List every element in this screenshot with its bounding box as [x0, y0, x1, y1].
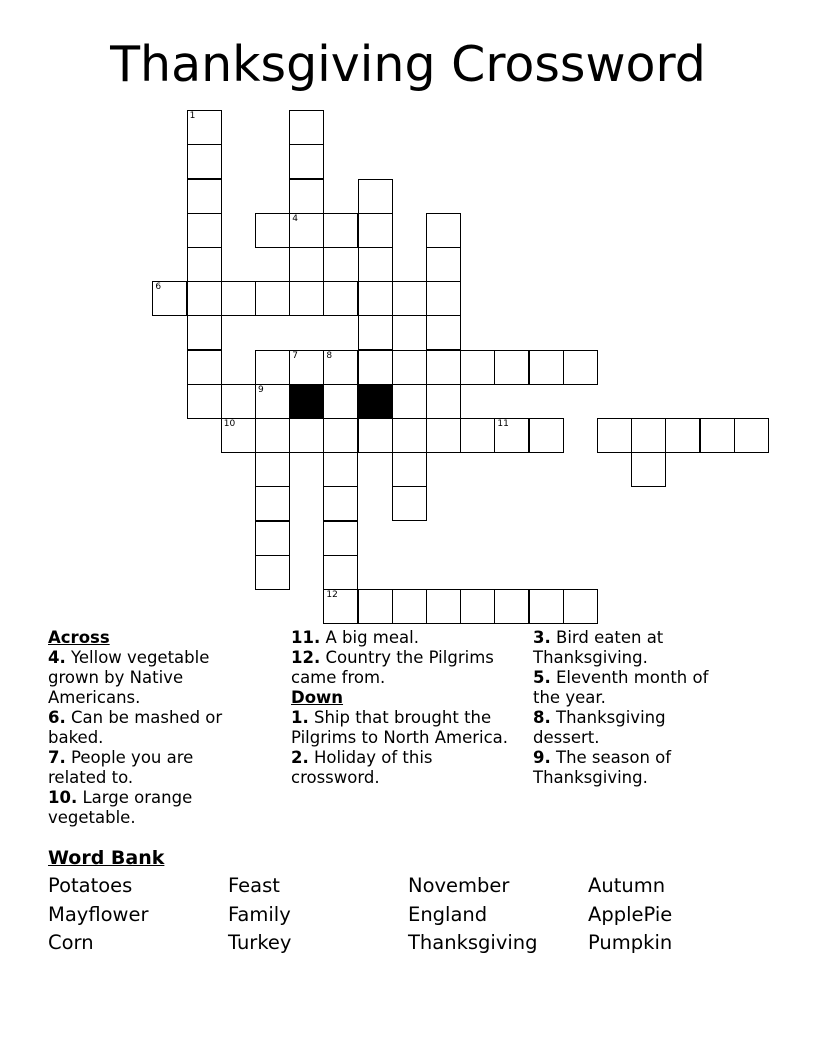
grid-cell[interactable]	[529, 418, 564, 453]
grid-cell[interactable]	[323, 281, 358, 316]
word-bank-item: England	[408, 903, 488, 926]
clue-number: 6	[155, 282, 162, 293]
grid-cell[interactable]	[187, 247, 222, 282]
clue-number: 1	[189, 111, 196, 122]
grid-cell[interactable]	[426, 589, 461, 624]
grid-cell[interactable]	[426, 281, 461, 316]
grid-cell[interactable]	[358, 315, 393, 350]
grid-cell[interactable]	[255, 418, 290, 453]
clue-down-9: 9. The season of Thanksgiving.	[533, 748, 672, 787]
clue-column-1	[48, 628, 248, 828]
grid-cell[interactable]	[426, 418, 461, 453]
grid-cell[interactable]	[358, 418, 393, 453]
grid-cell[interactable]	[426, 247, 461, 282]
down-heading: Down	[291, 688, 344, 707]
clue-down-2: 2. Holiday of this crossword.	[291, 748, 433, 787]
across-heading: Across	[48, 628, 110, 647]
grid-cell[interactable]	[460, 350, 495, 385]
grid-cell[interactable]	[323, 384, 358, 419]
grid-cell[interactable]	[494, 418, 529, 453]
page-title: Thanksgiving Crossword	[110, 36, 706, 93]
grid-cell[interactable]	[426, 350, 461, 385]
grid-cell[interactable]	[494, 589, 529, 624]
clue-number: 11	[497, 419, 509, 429]
grid-cell[interactable]	[529, 589, 564, 624]
grid-cell[interactable]	[289, 179, 324, 214]
clue-number: 10	[223, 419, 236, 429]
grid-cell[interactable]	[631, 452, 666, 487]
grid-cell[interactable]	[221, 281, 256, 316]
word-bank-item: ApplePie	[588, 903, 673, 926]
word-bank-item: Thanksgiving	[408, 931, 538, 954]
word-bank-item: Pumpkin	[588, 931, 673, 954]
blocked-cell	[358, 384, 393, 419]
clue-down-3: 3. Bird eaten at Thanksgiving.	[533, 628, 664, 667]
grid-cell[interactable]	[563, 589, 598, 624]
grid-cell[interactable]	[289, 247, 324, 282]
grid-cell[interactable]	[460, 418, 495, 453]
grid-cell[interactable]	[323, 418, 358, 453]
word-bank-item: Turkey	[228, 931, 292, 954]
grid-cell[interactable]	[358, 213, 393, 248]
grid-cell[interactable]	[529, 350, 564, 385]
grid-cell[interactable]	[187, 110, 222, 145]
grid-cell[interactable]	[255, 555, 290, 590]
grid-cell[interactable]	[323, 555, 358, 590]
grid-cell[interactable]	[255, 281, 290, 316]
grid-cell[interactable]	[323, 213, 358, 248]
grid-cell[interactable]	[221, 418, 256, 453]
grid-cell[interactable]	[187, 384, 222, 419]
clue-across-4: 4. Yellow vegetable grown by Native Americans.	[48, 648, 210, 707]
grid-cell[interactable]	[187, 350, 222, 385]
grid-cell[interactable]	[255, 384, 290, 419]
grid-cell[interactable]	[255, 486, 290, 521]
grid-cell[interactable]	[460, 589, 495, 624]
grid-cell[interactable]	[597, 418, 632, 453]
grid-cell[interactable]	[392, 418, 427, 453]
grid-cell[interactable]	[255, 350, 290, 385]
grid-cell[interactable]	[323, 589, 358, 624]
grid-cell[interactable]	[289, 144, 324, 179]
word-bank-item: Mayflower	[48, 903, 149, 926]
clue-across-7: 7. People you are related to.	[48, 748, 194, 787]
grid-cell[interactable]	[187, 213, 222, 248]
grid-cell[interactable]	[358, 179, 393, 214]
clue-across-10: 10. Large orange vegetable.	[48, 788, 193, 827]
grid-cell[interactable]	[152, 281, 187, 316]
clue-down-5: 5. Eleventh month of the year.	[533, 668, 709, 707]
clue-number: 8	[326, 350, 333, 361]
grid-cell[interactable]	[289, 350, 324, 385]
word-bank-item: Potatoes	[48, 874, 133, 897]
blocked-cell	[289, 384, 324, 419]
grid-cell[interactable]	[358, 350, 393, 385]
word-bank-item: November	[408, 874, 510, 897]
grid-cell[interactable]	[323, 486, 358, 521]
grid-cell[interactable]	[392, 486, 427, 521]
grid-cell[interactable]	[392, 589, 427, 624]
grid-cell[interactable]	[358, 247, 393, 282]
grid-cell[interactable]	[289, 213, 324, 248]
grid-cell[interactable]	[323, 452, 358, 487]
grid-cell[interactable]	[289, 281, 324, 316]
grid-cell[interactable]	[563, 350, 598, 385]
grid-cell[interactable]	[323, 350, 358, 385]
grid-cell[interactable]	[255, 452, 290, 487]
clue-column-3	[533, 628, 733, 788]
grid-cell[interactable]	[187, 315, 222, 350]
clue-number: 7	[292, 350, 298, 361]
clue-column-2	[291, 628, 523, 788]
word-bank-item: Autumn	[588, 874, 666, 897]
grid-cell[interactable]	[358, 589, 393, 624]
grid-cell[interactable]	[221, 384, 256, 419]
clue-across-12: 12. Country the Pilgrims came from.	[291, 648, 494, 687]
grid-cell[interactable]	[426, 384, 461, 419]
word-bank-item: Corn	[48, 931, 94, 954]
clue-across-6: 6. Can be mashed or baked.	[48, 708, 223, 747]
word-bank-item: Family	[228, 903, 291, 926]
clue-down-8: 8. Thanksgiving dessert.	[533, 708, 666, 747]
word-bank-heading: Word Bank	[48, 847, 165, 869]
grid-cell[interactable]	[392, 384, 427, 419]
grid-cell[interactable]	[323, 521, 358, 556]
clue-number: 9	[258, 384, 264, 395]
grid-cell[interactable]	[187, 144, 222, 179]
grid-cell[interactable]	[187, 179, 222, 214]
clue-number: 12	[326, 590, 338, 600]
grid-cell[interactable]	[734, 418, 769, 453]
grid-cell[interactable]	[426, 315, 461, 350]
grid-cell[interactable]	[289, 418, 324, 453]
grid-cell[interactable]	[392, 350, 427, 385]
grid-cell[interactable]	[289, 110, 324, 145]
grid-cell[interactable]	[255, 213, 290, 248]
grid-cell[interactable]	[392, 281, 427, 316]
grid-cell[interactable]	[665, 418, 700, 453]
grid-cell[interactable]	[494, 350, 529, 385]
grid-cell[interactable]	[255, 521, 290, 556]
grid-cell[interactable]	[631, 418, 666, 453]
grid-cell[interactable]	[426, 213, 461, 248]
grid-cell[interactable]	[358, 281, 393, 316]
grid-cell[interactable]	[700, 418, 735, 453]
grid-cell[interactable]	[392, 452, 427, 487]
grid-cell[interactable]	[187, 281, 222, 316]
word-bank-item: Feast	[228, 874, 280, 897]
clue-number: 4	[292, 213, 298, 224]
clue-down-1: 1. Ship that brought the Pilgrims to North America.	[291, 708, 509, 747]
clue-across-11: 11. A big meal.	[291, 628, 419, 647]
